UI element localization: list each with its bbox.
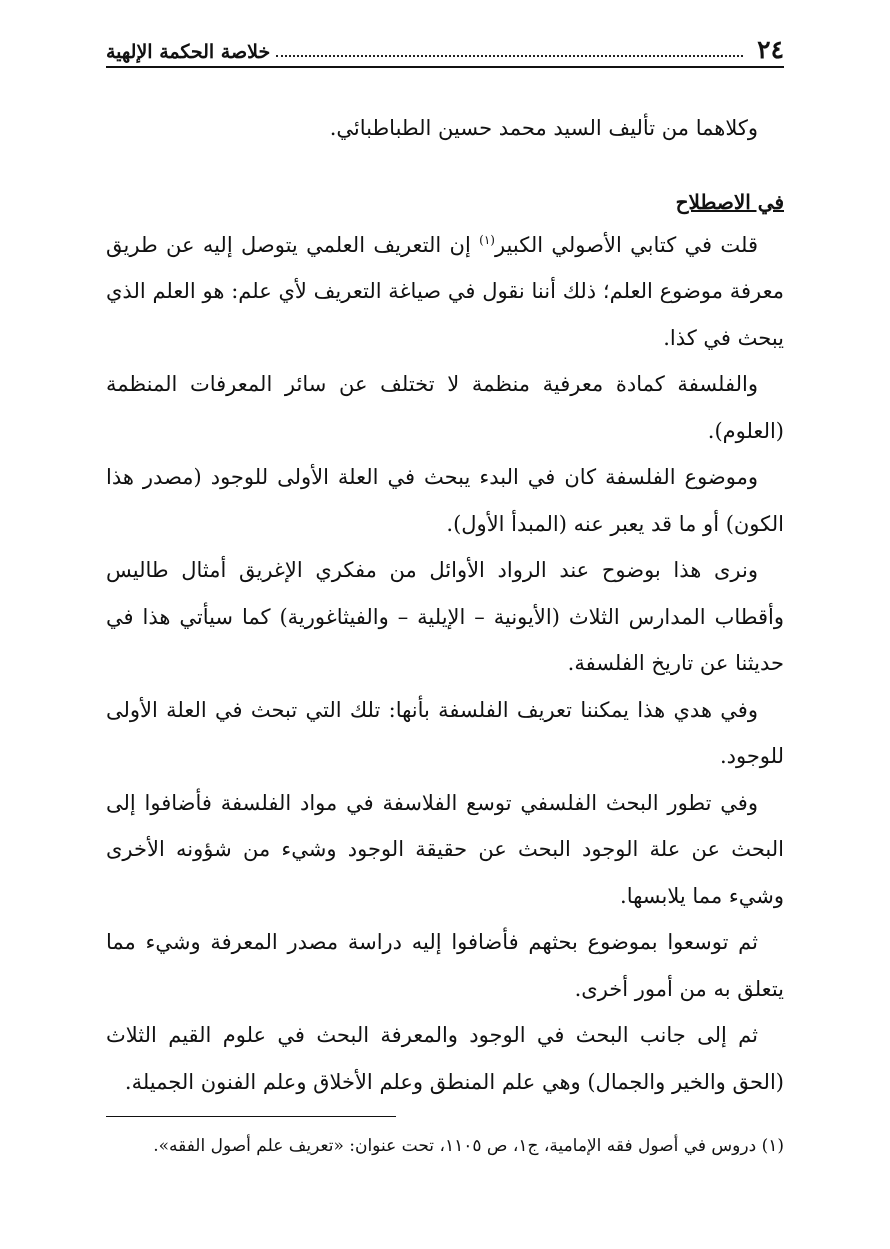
footnote-divider [106, 1116, 396, 1117]
footnote-reference[interactable]: (١) [479, 232, 495, 247]
paragraph: ونرى هذا بوضوح عند الرواد الأوائل من مفكري الإغريق أمثال طاليس وأقطاب المدارس الثلاث (الأيونية – الإيلية – والفيثاغورية) كما سيأتي هذا في حديثنا عن تاريخ الفلسفة. [106, 558, 784, 675]
paragraph-text: قلت في كتابي الأصولي الكبير [494, 232, 758, 257]
header-dot-leader [276, 55, 743, 57]
paragraph: وفي تطور البحث الفلسفي توسع الفلاسفة في مواد الفلسفة فأضافوا إلى البحث عن علة الوجود البحث عن حقيقة الوجود وشيء من شؤونه الأخرى وشيء مما يلابسها. [106, 790, 784, 908]
footnote: (١) دروس في أصول فقه الإمامية، ج١، ص ١١٠٥، تحت عنوان: «تعريف علم أصول الفقه». [153, 1136, 784, 1156]
paragraph: والفلسفة كمادة معرفية منظمة لا تختلف عن سائر المعرفات المنظمة (العلوم). [106, 372, 784, 443]
paragraph: وموضوع الفلسفة كان في البدء يبحث في العلة الأولى للوجود (مصدر هذا الكون) أو ما قد يعبر عنه (المبدأ الأول). [106, 465, 784, 536]
intro-paragraph: وكلاهما من تأليف السيد محمد حسين الطباطبائي. [329, 116, 758, 140]
running-header [106, 36, 784, 68]
book-title: خلاصة الحكمة الإلهية [106, 41, 271, 63]
paragraph-text: إن التعريف العلمي يتوصل إليه عن طريق معرفة موضوع العلم؛ ذلك أننا نقول في صياغة التعريف لأي علم: هو العلم الذي يبحث في كذا. [106, 232, 784, 350]
section-heading: في الاصطلاح [675, 189, 784, 214]
page-body [106, 105, 784, 1105]
paragraph: ثم توسعوا بموضوع بحثهم فأضافوا إليه دراسة مصدر المعرفة وشيء مما يتعلق به من أمور أخرى. [106, 930, 784, 1001]
page-number: ٢٤ [757, 35, 784, 64]
paragraph: وفي هدي هذا يمكننا تعريف الفلسفة بأنها: تلك التي تبحث في العلة الأولى للوجود. [106, 697, 784, 768]
paragraph [106, 222, 784, 362]
paragraph: ثم إلى جانب البحث في الوجود والمعرفة البحث في علوم القيم الثلاث (الحق والخير والجمال) وهي علم المنطق وعلم الأخلاق وعلم الفنون الجميلة. [106, 1023, 784, 1094]
